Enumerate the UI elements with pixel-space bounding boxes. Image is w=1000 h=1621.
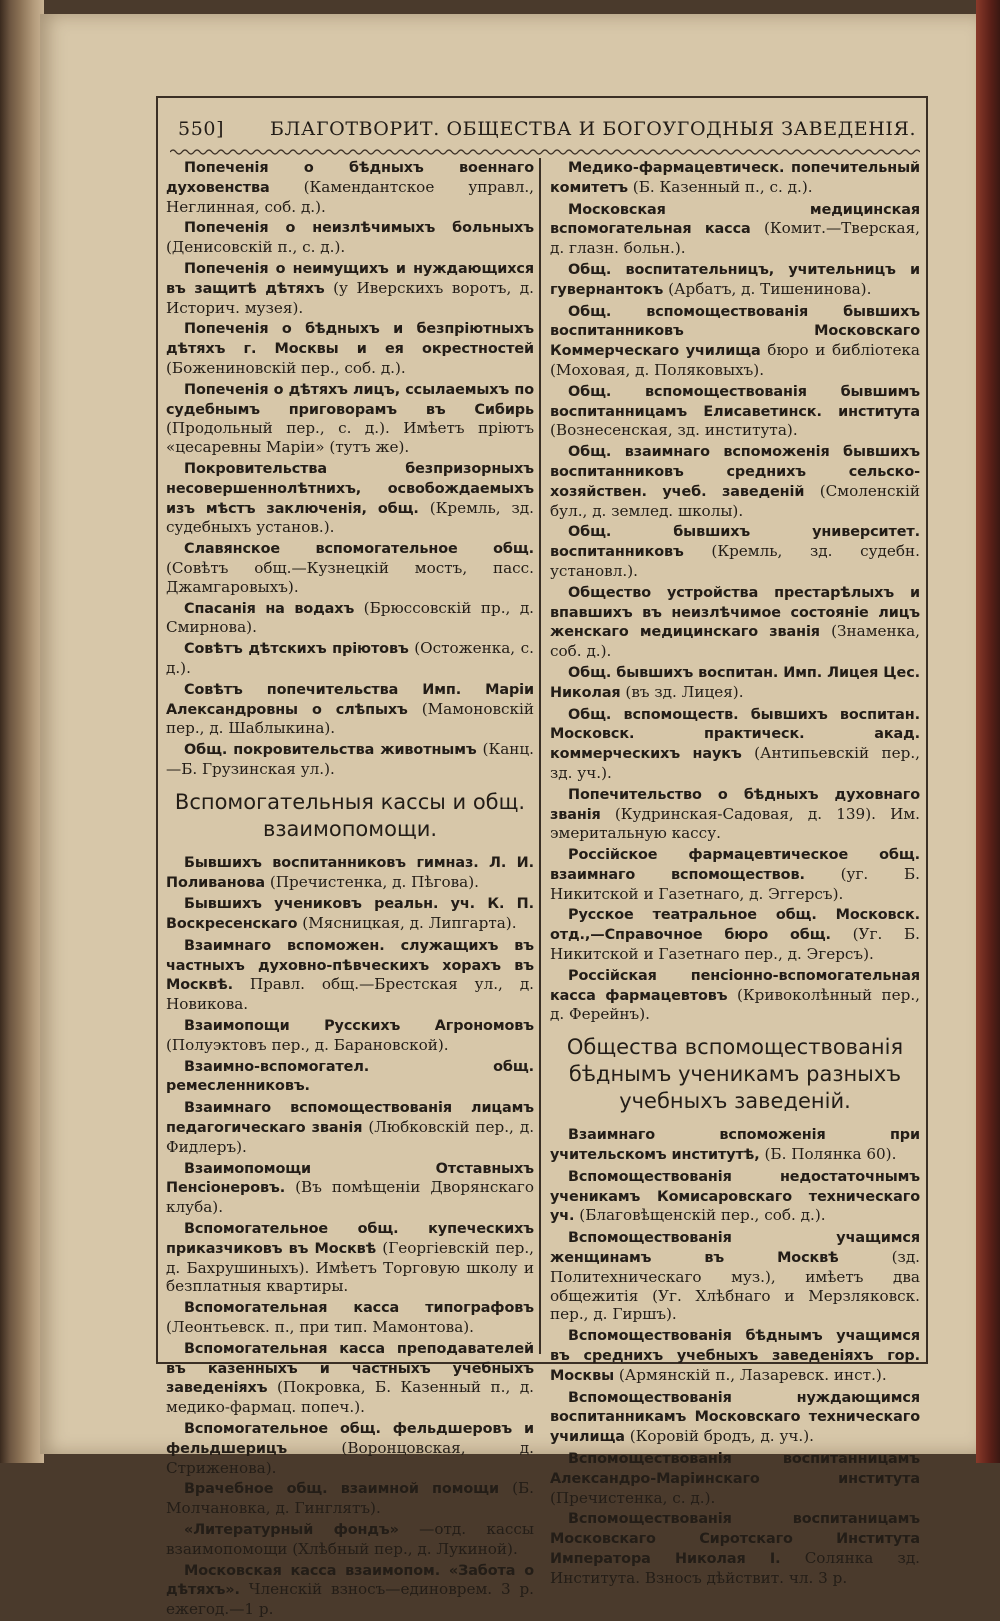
entry-name: Общ. вспомоществ. бывшихъ воспитан. Московск. практическ. акад. коммерческихъ наукъ	[550, 706, 920, 763]
directory-entry	[166, 599, 534, 638]
directory-entry	[550, 382, 920, 440]
entry-name: Вспомоществованія недостаточнымъ ученикамъ Комисаровскаго техническаго уч.	[550, 1168, 920, 1225]
entry-name: Совѣтъ дѣтскихъ пріютовъ	[184, 641, 409, 658]
entry-address: (Кремль, зд. судебн. установл.).	[550, 542, 920, 580]
directory-entry	[550, 705, 920, 783]
entry-name: Взаимнаго вспоможен. служащихъ въ частныхъ духовно-пѣвческихъ хорахъ въ Москвѣ.	[166, 937, 534, 994]
section-heading: Общества вспомоществованія бѣднымъ ученикамъ разныхъ учебныхъ заведеній.	[566, 1035, 904, 1114]
directory-entry	[166, 259, 534, 317]
header-ornament-rule	[170, 148, 920, 156]
page-number: 550]	[178, 118, 225, 140]
directory-entry	[166, 1561, 534, 1619]
entry-address: (Армянскій п., Лазаревск. инст.).	[618, 1365, 887, 1384]
entry-address: (Вознесенская, зд. института).	[550, 421, 798, 440]
entry-name: Медико-фармацевтическ. попечительный комитетъ	[550, 160, 920, 196]
entry-address: —отд. кассы взаимопомощи (Хлѣбный пер., д. Лукиной).	[166, 1520, 535, 1558]
directory-entry	[550, 1388, 920, 1447]
entry-address: (Остоженка, с. д.).	[166, 639, 535, 677]
directory-entry	[166, 218, 534, 257]
entry-name: Вспомогательная касса типографовъ	[184, 1300, 534, 1317]
directory-entry	[550, 845, 920, 903]
entry-name: Вспомогательная касса преподавателей въ казенныхъ и частныхъ учебныхъ заведеніяхъ	[166, 1340, 534, 1397]
directory-entry	[166, 1057, 534, 1097]
directory-entry	[166, 1479, 534, 1518]
entry-address: (Б. Полянка 60).	[764, 1145, 897, 1164]
entry-name: Попечительство о бѣдныхъ духовнаго званія	[550, 786, 920, 823]
directory-entry	[166, 1339, 534, 1417]
entry-address: (Кремль, зд. судебныхъ установ.).	[166, 498, 534, 537]
entry-address: (Смоленскій бул., д. землед. школы).	[550, 481, 920, 520]
entry-address: (Знаменка, соб. д.).	[550, 622, 920, 661]
entry-address: Солянка зд. Института. Взносъ дѣйствит. чл. 3 р.	[550, 1549, 920, 1587]
entry-address: (Брюссовскій пр., д. Смирнова).	[166, 598, 534, 637]
entry-name: Общ. взаимнаго вспоможенія бывшихъ воспитанниковъ среднихъ сельско-хозяйствен. учеб. заведеній	[550, 444, 920, 500]
directory-entry	[166, 1159, 534, 1217]
entry-address: (Воронцовская, д. Стриженова).	[166, 1438, 534, 1477]
entry-name: Вспомоществованія бѣднымъ учащимся въ среднихъ учебныхъ заведеніяхъ гор. Москвы	[550, 1328, 920, 1384]
entry-address: (Б. Казенный п., с. д.).	[632, 177, 813, 196]
directory-entry	[550, 905, 920, 963]
entry-address: (Кудринская-Садовая, д. 139). Им. эмеритальную кассу.	[550, 804, 921, 843]
directory-entry	[166, 1098, 534, 1156]
directory-entry	[550, 260, 920, 300]
entry-address: (Мамоновскій пер., д. Шаблыкина).	[166, 699, 534, 738]
entry-name: Вспомогательное общ. купеческихъ приказчиковъ въ Москвѣ	[166, 1221, 534, 1257]
directory-entry	[550, 1449, 920, 1507]
directory-entry	[166, 936, 534, 1014]
entry-name: Бывшихъ учениковъ реальн. уч. К. П. Воскресенскаго	[166, 896, 534, 933]
directory-entry	[550, 1509, 920, 1587]
entry-address: бюро и библіотека (Моховая, д. Поляковыхъ).	[550, 341, 920, 379]
entry-address: (Б. Молчановка, д. Гинглятъ).	[166, 1479, 534, 1518]
directory-entry	[550, 1228, 920, 1324]
entry-address: (Антипьевскій пер., зд. уч.).	[550, 744, 920, 782]
entry-name: Попеченія о бѣдныхъ военнаго духовенства	[166, 160, 534, 196]
entry-name: Общ. бывшихъ университет. воспитанниковъ	[550, 524, 920, 561]
directory-entry	[166, 853, 534, 893]
entry-address: (Мясницкая, д. Липгарта).	[302, 914, 517, 933]
running-head	[170, 118, 920, 148]
entry-name: Попеченія о неимущихъ и нуждающихся въ защитѣ дѣтяхъ	[166, 260, 534, 297]
directory-entry	[166, 894, 534, 934]
entry-name: Россійская пенсіонно-вспомогательная касса фармацевтовъ	[550, 967, 920, 1004]
entry-address: (Пречистенка, д. Пѣгова).	[269, 872, 479, 891]
directory-entry	[550, 442, 920, 520]
entry-address: (Уг. Б. Никитской и Газетнаго пер., д. Эгерсъ).	[550, 925, 920, 964]
directory-entry	[166, 639, 534, 678]
entry-address: (Денисовскій п., с. д.).	[166, 238, 346, 257]
entry-name: Московская касса взаимопом. «Забота о дѣтяхъ».	[166, 1562, 534, 1599]
entry-name: Вспомогательное общ. фельдшеровъ и фельдшерицъ	[166, 1421, 534, 1457]
entry-address: (Божениновскій пер., соб. д.).	[166, 358, 406, 377]
entry-name: Спасанія на водахъ	[184, 600, 355, 617]
entry-address: (Благовѣщенскій пер., соб. д.).	[579, 1206, 826, 1225]
entry-name: Совѣтъ попечительства Имп. Маріи Александровны о слѣпыхъ	[166, 681, 534, 718]
directory-entry	[166, 1298, 534, 1337]
entry-address: (Продольный пер., с. д.). Имѣетъ пріютъ «цесаревны Маріи» (тутъ же).	[166, 419, 534, 457]
entry-name: Взаимнаго вспомоществованія лицамъ педагогическаго званія	[166, 1100, 534, 1137]
directory-entry	[550, 1326, 920, 1385]
entry-name: Взаимнаго вспоможенія при учительскомъ институтѣ,	[550, 1127, 920, 1164]
directory-entry	[550, 785, 920, 843]
entry-address: (Полуэктовъ пер., д. Барановской).	[166, 1035, 449, 1054]
directory-entry	[550, 200, 920, 258]
entry-address: (Комит.—Тверская, д. глазн. больн.).	[550, 219, 920, 258]
entry-address: (Арбатъ, д. Тишенинова).	[668, 279, 872, 298]
entry-name: Вспомоществованія учащимся женщинамъ въ Москвѣ	[550, 1230, 920, 1267]
entry-address: (Совѣтъ общ.—Кузнецкій мостъ, пасс. Джамгаровыхъ).	[166, 558, 534, 596]
book-binding	[0, 0, 44, 1463]
entry-name: Вспомоществованія воспитанницамъ Александро-Маріинскаго института	[550, 1451, 920, 1487]
right-column	[550, 158, 920, 1590]
entry-name: Покровительства безпризорныхъ несовершеннолѣтнихъ, освобождаемыхъ изъ мѣстъ заключенія, общ.	[166, 460, 534, 517]
directory-entry	[166, 740, 534, 779]
directory-entry	[166, 1016, 534, 1055]
directory-entry	[166, 539, 534, 596]
entry-address: (Георгіевскій пер., д. Бахрушиныхъ). Имѣетъ Торговую школу и безплатныя квартиры.	[166, 1238, 535, 1296]
entry-name: Попеченія о дѣтяхъ лицъ, ссылаемыхъ по судебнымъ приговорамъ въ Сибирь	[166, 381, 534, 418]
directory-entry	[166, 380, 534, 457]
entry-address: (Пречистенка, с. д.).	[550, 1488, 716, 1507]
directory-entry	[166, 1419, 534, 1477]
column-divider	[539, 158, 541, 1354]
entry-name: «Литературный фондъ»	[184, 1522, 399, 1538]
entry-name: Взаимопощи Русскихъ Агрономовъ	[184, 1018, 534, 1035]
directory-entry	[550, 583, 920, 661]
entry-address: Правл. общ.—Брестская ул., д. Новикова.	[166, 975, 534, 1014]
entry-name: Общ. покровительства животнымъ	[184, 742, 477, 759]
page-title: БЛАГОТВОРИТ. ОБЩЕСТВА И БОГОУГОДНЫЯ ЗАВЕДЕНІЯ.	[270, 118, 917, 140]
entry-name: Московская медицинская вспомогательная касса	[550, 201, 920, 238]
entry-address: (Канц.—Б. Грузинская ул.).	[166, 740, 534, 778]
directory-entry	[550, 1125, 920, 1165]
entry-address: (Леонтьевск. п., при тип. Мамонтова).	[166, 1318, 475, 1337]
directory-entry	[550, 663, 920, 703]
entry-name: Вспомоществованія воспитаницамъ Московскаго Сиротскаго Института Императора Николая I.	[550, 1511, 920, 1567]
directory-entry	[550, 966, 920, 1024]
entry-name: Общ. вспомоществованія бывшихъ воспитанниковъ Московскаго Коммерческаго училища	[550, 303, 920, 360]
entry-address: (Покровка, Б. Казенный п., д. медико-фармац. попеч.).	[166, 1378, 534, 1417]
entry-name: Взаимно-вспомогател. общ. ремесленниковъ.	[166, 1058, 534, 1095]
directory-entry	[166, 319, 534, 377]
directory-entry	[166, 1219, 534, 1296]
directory-entry	[550, 1167, 920, 1226]
entry-name: Русское театральное общ. Московск. отд.,—Справочное бюро общ.	[550, 907, 920, 944]
directory-entry	[166, 1520, 534, 1559]
entry-address: (Въ помѣщеніи Дворянскаго клуба).	[166, 1178, 534, 1217]
page-edge-cover	[976, 0, 1000, 1463]
directory-entry	[550, 158, 920, 198]
entry-address: (Любковскій пер., д. Фидлеръ).	[166, 1118, 535, 1156]
entry-name: Попеченія о бѣдныхъ и безпріютныхъ дѣтяхъ г. Москвы и ея окрестностей	[166, 321, 534, 358]
section-heading: Вспомогательныя кассы и общ. взаимопомощи.	[174, 789, 526, 841]
entry-name: Попеченія о неизлѣчимыхъ больныхъ	[184, 220, 534, 237]
entry-address: (зд. Политехническаго муз.), имѣетъ два общежитія (Уг. Хлѣбнаго и Мерзляковск. пер., д. Гиршъ).	[550, 1248, 920, 1324]
directory-entry	[550, 302, 920, 380]
directory-entry	[166, 459, 534, 537]
entry-name: Общество устройства престарѣлыхъ и впавшихъ въ неизлѣчимое состояніе лицъ женскаго медицинскаго званія	[550, 584, 920, 641]
entry-address: Членскій взносъ—единоврем. 3 р. ежегод.—1 р.	[166, 1580, 534, 1619]
entry-address: (Кривоколѣнный пер., д. Ферейнъ).	[550, 985, 920, 1024]
entry-name: Взаимопомощи Отставныхъ Пенсіонеровъ.	[166, 1160, 534, 1197]
entry-name: Славянское вспомогательное общ.	[184, 541, 534, 558]
entry-name: Врачебное общ. взаимной помощи	[184, 1481, 499, 1498]
entry-address: (у Иверскихъ воротъ, д. Историч. музея).	[166, 278, 534, 317]
entry-name: Общ. вспомоществованія бывшимъ воспитанницамъ Елисаветинск. института	[550, 383, 920, 420]
entry-name: Россійское фармацевтическое общ. взаимнаго вспомоществов.	[550, 847, 920, 883]
entry-address: (Коровій бродъ, д. уч.).	[629, 1427, 815, 1446]
directory-entry	[166, 158, 534, 216]
directory-entry	[550, 522, 920, 580]
entry-name: Общ. бывшихъ воспитан. Имп. Лицея Цес. Николая	[550, 664, 920, 701]
entry-name: Бывшихъ воспитанниковъ гимназ. Л. И. Поливанова	[166, 854, 534, 891]
entry-address: (въ зд. Лицея).	[625, 682, 744, 701]
entry-name: Общ. воспитательницъ, учительницъ и гувернантокъ	[550, 261, 920, 298]
left-column	[166, 158, 534, 1621]
entry-address: (Камендантское управл., Неглинная, соб. д.).	[166, 177, 535, 216]
entry-name: Вспомоществованія нуждающимся воспитанникамъ Московскаго техническаго училища	[550, 1389, 920, 1446]
directory-entry	[166, 680, 534, 738]
entry-address: (уг. Б. Никитской и Газетнаго, д. Эггерсъ).	[550, 864, 920, 903]
